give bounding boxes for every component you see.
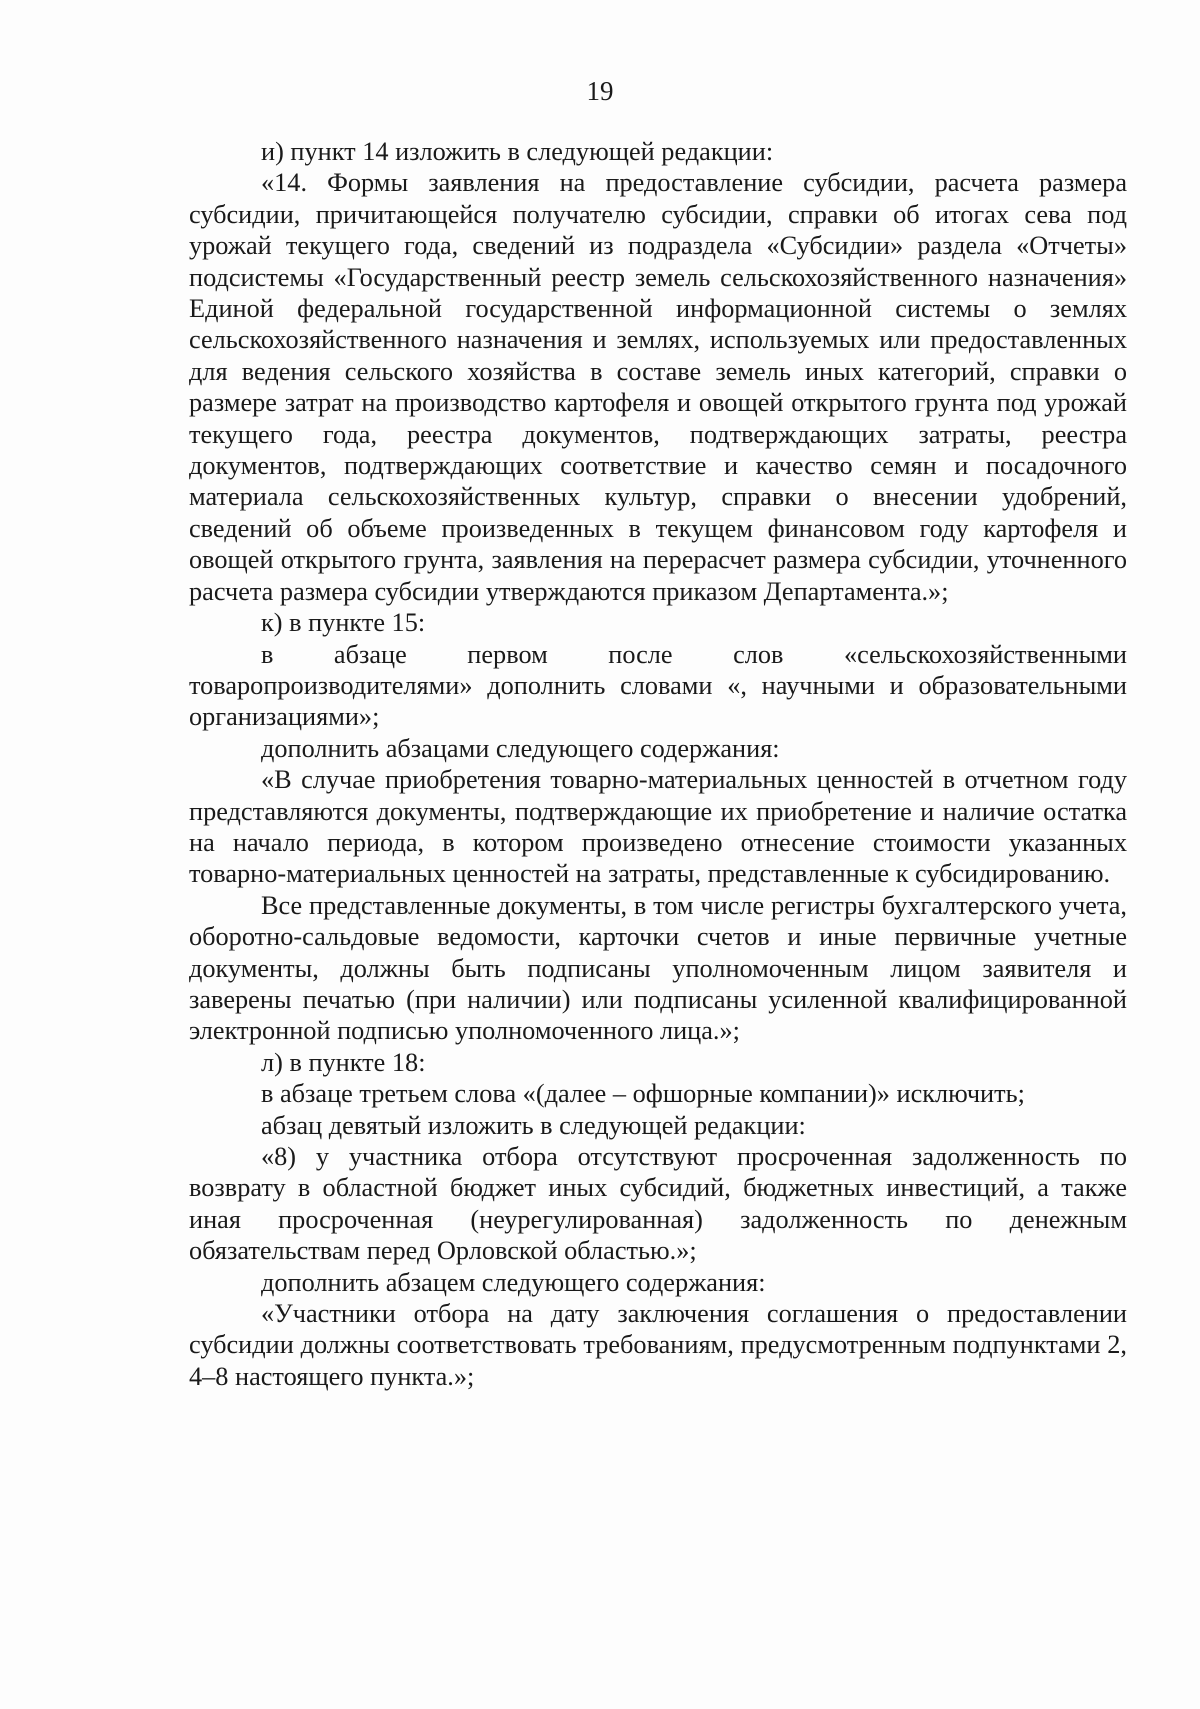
document-body	[189, 136, 1127, 1392]
paragraph-item-l: л) в пункте 18:	[261, 1047, 426, 1077]
paragraph-abzac-ninth: абзац девятый изложить в следующей редакции:	[261, 1110, 806, 1140]
paragraph-point-15-first: в абзаце первом после слов «сельскохозяйственными товаропроизводителями» дополнить словами «, научными и образовательными организациями»;	[189, 639, 1127, 732]
paragraph-participants: «Участники отбора на дату заключения соглашения о предоставлении субсидии должны соответствовать требованиям, предусмотренным подпунктами 2, 4–8 настоящего пункта.»;	[189, 1299, 1127, 1391]
paragraph-inventory: «В случае приобретения товарно-материальных ценностей в отчетном году представляются документы, подтверждающие их приобретение и наличие остатка на начало периода, в котором произведено отнесение стоимости указанных товарно-материальных ценностей на затраты, представленные к субсидированию.	[189, 765, 1127, 889]
paragraph-item-i: и) пункт 14 изложить в следующей редакции:	[261, 137, 774, 166]
paragraph-point-14: «14. Формы заявления на предоставление субсидии, расчета размера субсидии, причитающейся получателю субсидии, справки об итогах сева под урожай текущего года, сведений из подраздела «Субсидии» раздела «Отчеты» подсистемы «Государственный реестр земель сельскохозяйственного назначения» Единой федеральной государственной информационной системы о землях сельскохозяйственного назначения и землях, используемых или предоставленных для ведения сельского хозяйства в составе земель иных категорий, справки о размере затрат на производство картофеля и овощей открытого грунта под урожай текущего года, реестра документов, подтверждающих затраты, реестра документов, подтверждающих соответствие и качество семян и посадочного материала сельскохозяйственных культур, справки о внесении удобрений, сведений об объеме произведенных в текущем финансовом году картофеля и овощей открытого грунта, заявления на перерасчет размера субсидии, уточненного расчета размера субсидии утверждаются приказом Департамента.»;	[189, 168, 1127, 606]
paragraph-add-abzac: дополнить абзацем следующего содержания:	[261, 1267, 766, 1297]
paragraph-point-8: «8) у участника отбора отсутствуют просроченная задолженность по возврату в областной бюджет иных субсидий, бюджетных инвестиций, а также иная просроченная (неурегулированная) задолженность по денежным обязательствам перед Орловской областью.»;	[189, 1142, 1127, 1266]
page-number: 19	[586, 76, 614, 106]
paragraph-documents-signed: Все представленные документы, в том числе регистры бухгалтерского учета, оборотно-сальдовые ведомости, карточки счетов и иные первичные учетные документы, должны быть подписаны уполномоченным лицом заявителя и заверены печатью (при наличии) или подписаны усиленной квалифицированной электронной подписью уполномоченного лица.»;	[189, 890, 1127, 1046]
paragraph-item-k: к) в пункте 15:	[261, 608, 426, 638]
paragraph-add-abzacs: дополнить абзацами следующего содержания:	[261, 733, 780, 763]
paragraph-abzac-third: в абзаце третьем слова «(далее – офшорные компании)» исключить;	[261, 1079, 1025, 1109]
